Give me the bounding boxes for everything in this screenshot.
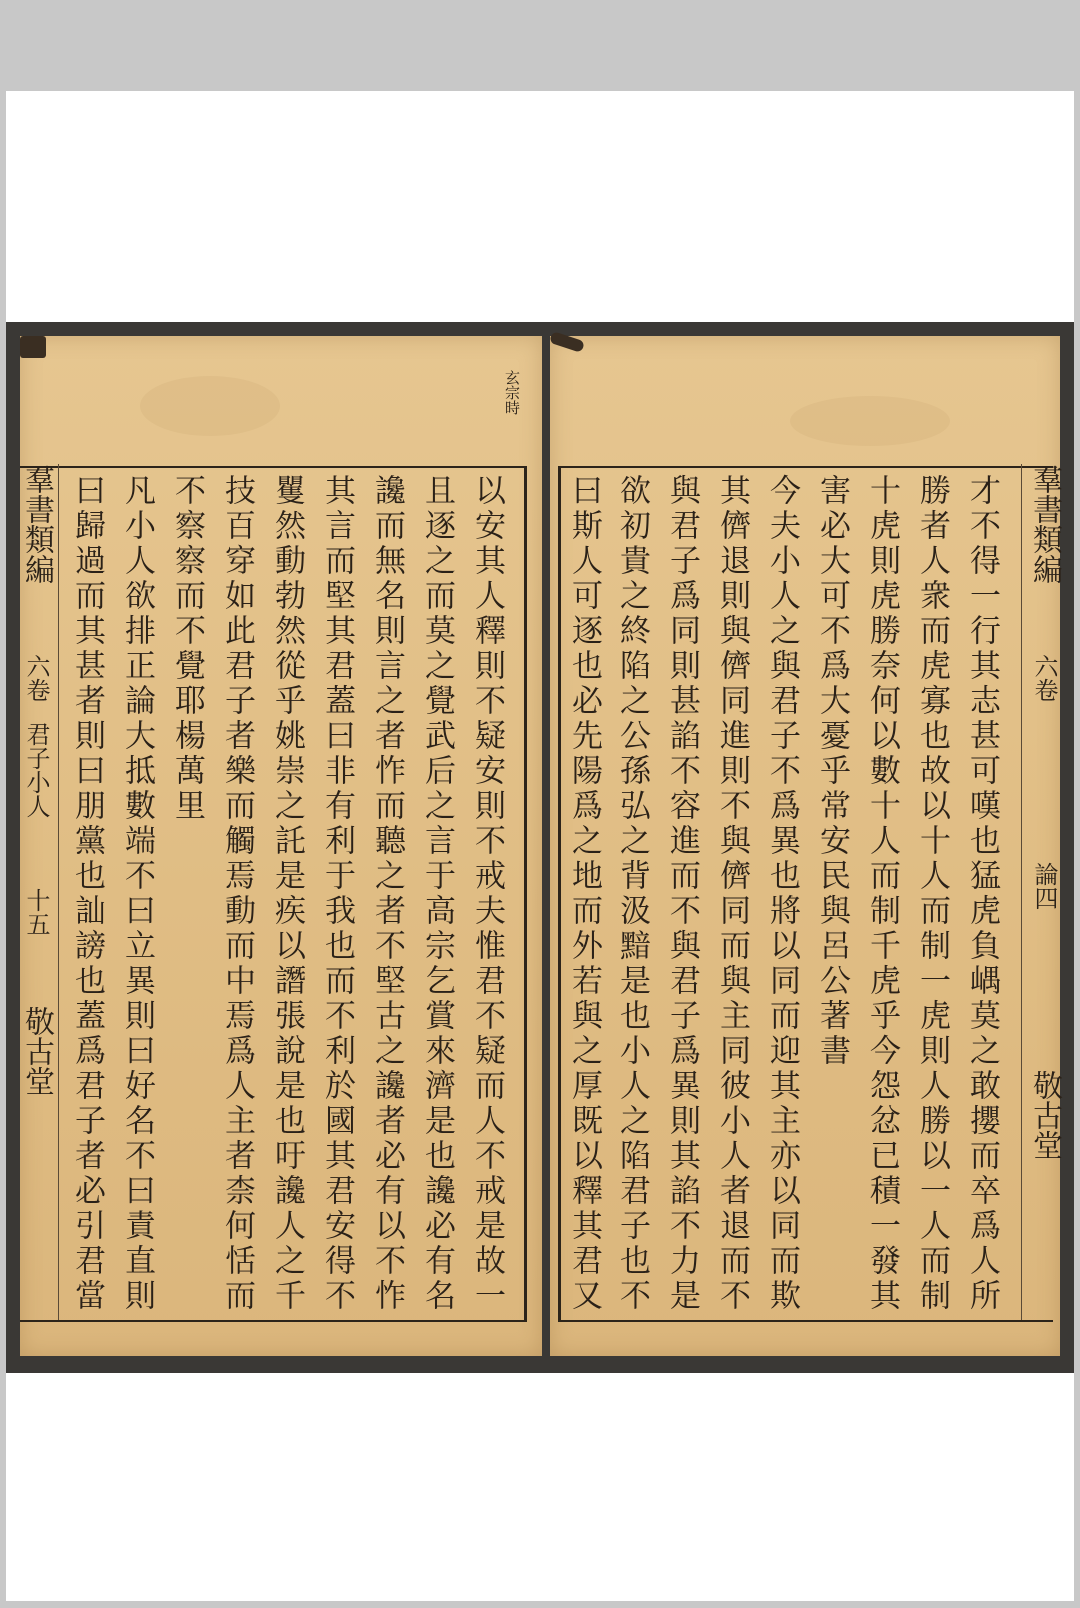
header-mark: 玄宗時 bbox=[503, 370, 521, 415]
left-page bbox=[20, 336, 542, 1356]
text-column: 曰歸過而其甚者則曰朋黨也訕謗也蓋爲君子者必引君當 bbox=[69, 474, 105, 1314]
text-column: 凡小人欲排正論大抵數端不曰立異則曰好名不曰責直則 bbox=[119, 474, 155, 1314]
text-column: 以安其人釋則不疑安則不戒夫惟君不疑而人不戒是故一 bbox=[469, 474, 505, 1314]
paper-stain bbox=[790, 396, 950, 446]
text-column: 與君子爲同則甚諂不容進而不與君子爲異則其諂不力是 bbox=[664, 474, 700, 1314]
gutter-title: 羣書類編 bbox=[1027, 464, 1062, 584]
text-column: 且逐之而莫之覺武后之言于高宗乞賞來濟是也讒必有名 bbox=[419, 474, 455, 1314]
text-column: 十虎則虎勝奈何以數十人而制千虎乎今怨忿已積一發其 bbox=[864, 474, 900, 1314]
seal-mark bbox=[549, 331, 585, 353]
text-column: 讒而無名則言之者怍而聽之者不堅古之讒者必有以不怍 bbox=[369, 474, 405, 1314]
gutter-section: 六卷 bbox=[22, 654, 50, 702]
gutter-heading: 君子小人 bbox=[22, 722, 50, 818]
text-column: 不察察而不覺耶楊萬里 bbox=[169, 474, 205, 824]
text-column: 欲初貴之終陷之公孫弘之背汲黯是也小人之陷君子也不 bbox=[614, 474, 650, 1314]
text-column: 其言而堅其君蓋曰非有利于我也而不利於國其君安得不 bbox=[319, 474, 355, 1314]
text-column: 曰斯人可逐也必先陽爲之地而外若與之厚既以釋其君又 bbox=[566, 474, 602, 1314]
page-gutter-right bbox=[1021, 464, 1066, 1320]
gutter-publisher: 敬古堂 bbox=[1027, 1070, 1062, 1160]
gutter-publisher: 敬古堂 bbox=[19, 1006, 54, 1096]
text-column: 勝者人衆而虎寡也故以十人而制一虎則人勝以一人而制 bbox=[914, 474, 950, 1314]
gutter-leaf-number: 十五 bbox=[22, 888, 50, 936]
gutter-heading: 論四 bbox=[1030, 862, 1058, 910]
text-frame-left bbox=[20, 466, 527, 1322]
seal-mark bbox=[20, 336, 46, 358]
page-gutter-left bbox=[14, 464, 59, 1320]
text-column: 今夫小人之與君子不爲異也將以同而迎其主亦以同而欺 bbox=[764, 474, 800, 1314]
text-column: 矍然動勃然從乎姚崇之託是疾以譖張說是也吁讒人之千 bbox=[269, 474, 305, 1314]
text-column: 技百穿如此君子者樂而觸焉動而中焉爲人主者柰何恬而 bbox=[219, 474, 255, 1314]
text-column: 其儕退則與儕同進則不與儕同而與主同彼小人者退而不 bbox=[714, 474, 750, 1314]
book-scan bbox=[6, 322, 1074, 1373]
gutter-section: 六卷 bbox=[1030, 654, 1058, 702]
right-page bbox=[550, 336, 1060, 1356]
text-column: 害必大可不爲大憂乎常安民與呂公著書 bbox=[814, 474, 850, 1069]
gutter-title: 羣書類編 bbox=[19, 464, 54, 584]
text-column: 才不得一行其志甚可嘆也猛虎負嵎莫之敢攖而卒爲人所 bbox=[964, 474, 1000, 1314]
paper-stain bbox=[140, 376, 280, 436]
text-frame-right bbox=[558, 466, 1053, 1322]
